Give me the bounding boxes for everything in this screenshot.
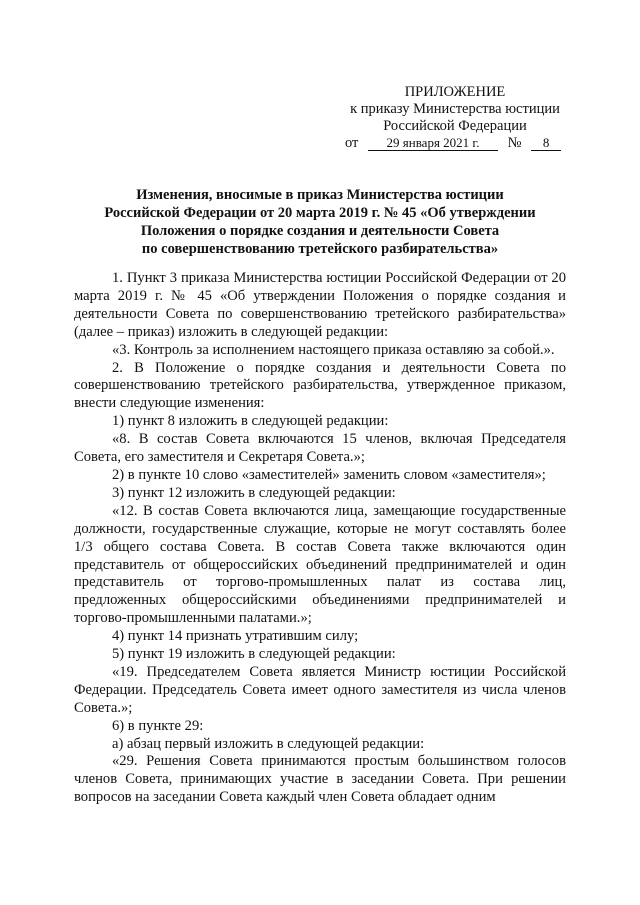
order-number: 8 — [531, 135, 561, 151]
paragraph: 5) пункт 19 изложить в следующей редакции: — [112, 646, 396, 663]
appendix-date-line — [330, 135, 580, 152]
paragraph: «19. Председателем Совета является Министр юстиции Российской Федерации. Председатель Совета имеет одного заместителя из числа членов Совета.»; — [74, 663, 566, 716]
number-label: № — [507, 135, 522, 151]
paragraph: 1) пункт 8 изложить в следующей редакции: — [112, 413, 389, 430]
paragraph: 4) пункт 14 признать утратившим силу; — [112, 628, 359, 645]
document-body — [74, 270, 566, 807]
order-date: 29 января 2021 г. — [368, 135, 498, 151]
paragraph: 6) в пункте 29: — [112, 717, 204, 734]
appendix-block — [330, 84, 580, 152]
title-line-4: по совершенствованию третейского разбирательства» — [141, 241, 499, 257]
title-line-3: Положения о порядке создания и деятельности Совета — [140, 223, 500, 239]
paragraph: а) абзац первый изложить в следующей редакции: — [112, 735, 425, 752]
document-title — [80, 186, 560, 258]
paragraph: «29. Решения Совета принимаются простым большинством голосов членов Совета, принимающих участие в заседании Совета. При решении вопросов на заседании Совета каждый член Совета обладает одним — [74, 753, 566, 806]
appendix-heading: ПРИЛОЖЕНИЕ — [404, 84, 506, 100]
paragraph: 3) пункт 12 изложить в следующей редакции: — [112, 484, 396, 501]
from-label: от — [345, 135, 359, 151]
paragraph: «3. Контроль за исполнением настоящего приказа оставляю за собой.». — [112, 341, 555, 358]
paragraph: 2) в пункте 10 слово «заместителей» заменить словом «заместителя»; — [112, 466, 546, 483]
appendix-order-line: к приказу Министерства юстиции — [350, 101, 560, 117]
paragraph: «12. В состав Совета включаются лица, замещающие государственные должности, государственные служащие, которые не могут составлять более 1/3 общего состава Совета. В состав Совета также включаются один представитель от общероссийских объединений предпринимателей и один представитель от торгово-промышленных палат из состава лиц, предложенных общероссийскими объединениями предпринимателей и торгово-промышленными палатами.»; — [74, 502, 566, 627]
title-line-1: Изменения, вносимые в приказ Министерства юстиции — [136, 187, 504, 203]
paragraph: «8. В состав Совета включаются 15 членов, включая Председателя Совета, его заместителя и Секретаря Совета.»; — [74, 431, 566, 466]
paragraph: 2. В Положение о порядке создания и деятельности Совета по совершенствованию третейского разбирательства, утвержденное приказом, внести следующие изменения: — [74, 359, 566, 412]
appendix-federation-line: Российской Федерации — [383, 118, 527, 134]
title-line-2: Российской Федерации от 20 марта 2019 г. № 45 «Об утверждении — [104, 205, 536, 221]
paragraph: 1. Пункт 3 приказа Министерства юстиции Российской Федерации от 20 марта 2019 г. № 45 «Об утверждении Положения о порядке создания и деятельности Совета по совершенствованию третейского разбирательства» (далее – приказ) изложить в следующей редакции: — [74, 270, 566, 340]
